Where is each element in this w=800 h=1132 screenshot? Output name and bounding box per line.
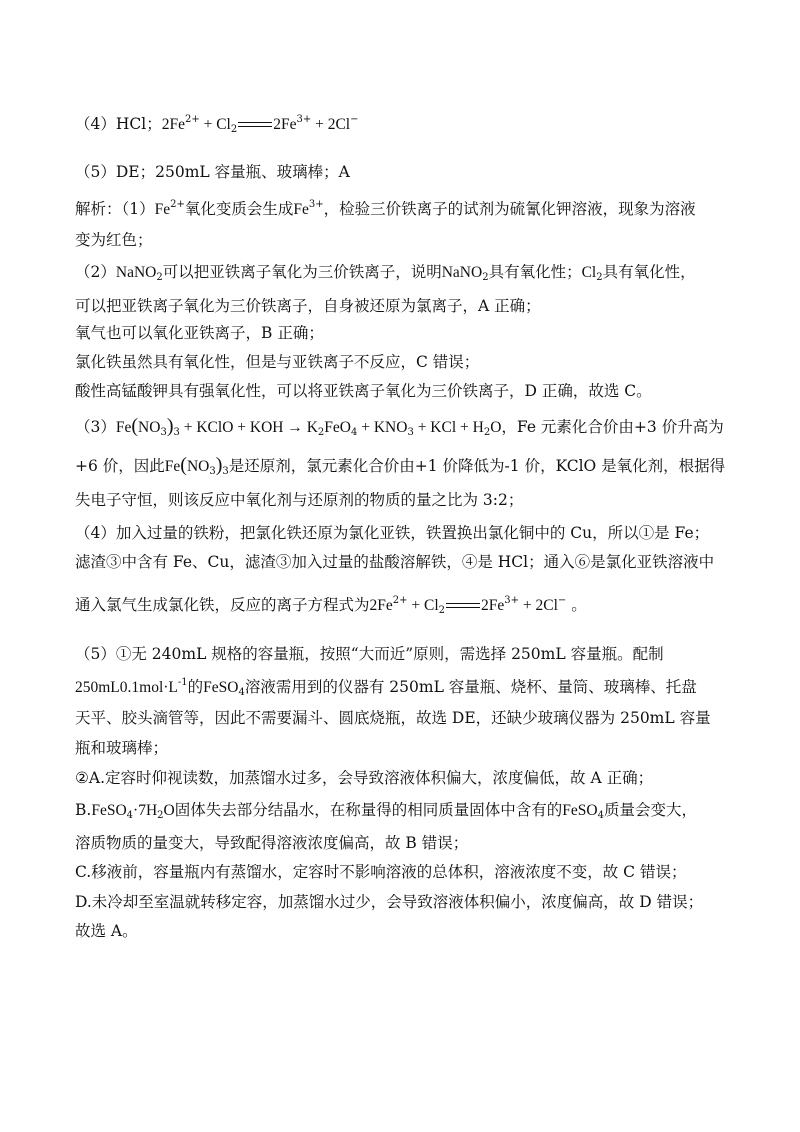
analysis-line-11: （4）加入过量的铁粉，把氯化铁还原为氯化亚铁，铁置换出氯化铜中的 Cu，所以①是 Fe； xyxy=(75,524,710,542)
analysis-line-19: $B.FeSO_4\cdot 7H_2O$固体失去部分结晶水，在称量得的相同质量固体中含有的FeSO$_4$质量会变大， xyxy=(75,801,697,821)
analysis-line-9: +6 价，因此$Fe(NO_3)_3$是还原剂，氯元素化合价由+1 价降低为-1 价，KClO 是氧化剂，根据得 xyxy=(75,454,726,477)
answer-line-4: （4）HCl；$2Fe^{2+} + Cl_2$ $2Fe^{3+} + 2Cl^-$ xyxy=(75,114,359,135)
analysis-line-20: 溶质物质的量变大，导致配得溶液浓度偏高，故 B 错误； xyxy=(75,834,469,852)
analysis-line-4: 可以把亚铁离子氧化为三价铁离子，自身被还原为氯离子，A 正确； xyxy=(75,297,541,315)
analysis-line-1: 解析：$(1)Fe^{2+}$氧化变质会生成$Fe^{3+}$，检验三价铁离子的试剂为硫氰化钾溶液，现象为溶液 xyxy=(75,199,696,218)
analysis-line-21: C.移液前，容量瓶内有蒸馏水，定容时不影响溶液的总体积，溶液浓度不变，故 C 错误； xyxy=(75,863,687,881)
answer-line-5: （5）DE；250mL 容量瓶、玻璃棒；A xyxy=(75,163,350,181)
analysis-line-22: D.未冷却至室温就转移定容，加蒸馏水过少，会导致溶液体积偏小，浓度偏高，故 D 错误； xyxy=(75,893,704,911)
analysis-line-14: （5）①无 240mL 规格的容量瓶，按照“大而近”原则，需选择 250mL 容量瓶。配制 xyxy=(75,645,664,663)
analysis-line-3: （2）NaNO$_2$可以把亚铁离子氧化为三价铁离子，说明NaNO$_2$具有氧化性；$Cl_2$具有氧化性， xyxy=(75,263,696,283)
analysis-line-5: 氧气也可以氧化亚铁离子，B 正确； xyxy=(75,324,324,342)
analysis-line-12: 滤渣③中含有 Fe、Cu，滤渣③加入过量的盐酸溶解铁，④是 HCl；通入⑥是氯化亚铁溶液中 xyxy=(75,553,715,571)
equals-sign-icon xyxy=(446,602,480,610)
analysis-line-15: $250mL0.1mol\cdot L^{-1}$的FeSO$_4$溶液需用到的仪器有 250mL 容量瓶、烧杯、量筒、玻璃棒、托盘 xyxy=(75,677,697,698)
analysis-line-8: $(3)Fe(NO_3)_3$ + KClO + KOH → $K_2FeO_4 + KNO_3$ + KCl + $H_2O$，Fe 元素化合价由+3 价升高为 xyxy=(75,415,724,438)
analysis-line-7: 酸性高锰酸钾具有强氧化性，可以将亚铁离子氧化为三价铁离子，D 正确，故选 C。 xyxy=(75,382,652,400)
analysis-line-17: 瓶和玻璃棒； xyxy=(75,739,169,757)
analysis-line-2: 变为红色； xyxy=(75,231,153,249)
equals-sign-icon xyxy=(238,121,272,129)
analysis-line-6: 氯化铁虽然具有氧化性，但是与亚铁离子不反应，C 错误； xyxy=(75,353,480,371)
analysis-line-16: 天平、胶头滴管等，因此不需要漏斗、圆底烧瓶，故选 DE，还缺少玻璃仪器为 250mL 容量 xyxy=(75,709,711,727)
analysis-line-10: 失电子守恒，则该反应中氧化剂与还原剂的物质的量之比为 3:2； xyxy=(75,491,524,509)
analysis-line-13: 通入氯气生成氯化铁，反应的离子方程式为$2Fe^{2+} + Cl_2$ $2Fe^{3+} + 2Cl^-$ 。 xyxy=(75,595,587,616)
analysis-line-23: 故选 A。 xyxy=(75,922,138,940)
analysis-line-18: ②A.定容时仰视读数，加蒸馏水过多，会导致溶液体积偏大，浓度偏低，故 A 正确； xyxy=(75,769,654,787)
